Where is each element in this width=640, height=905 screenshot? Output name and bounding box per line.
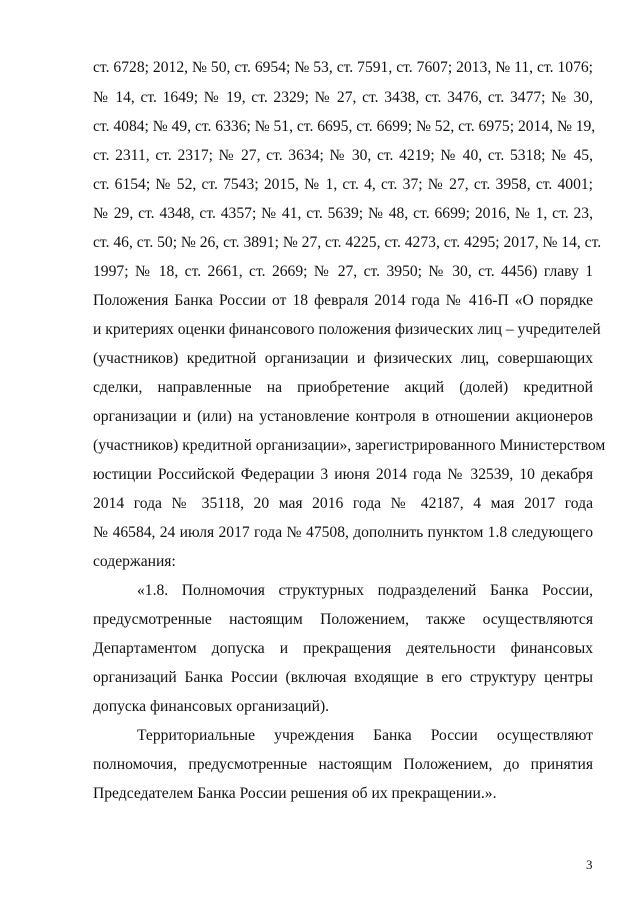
text-line: ст. 2311, ст. 2317; № 27, ст. 3634; № 30, ст. 4219; № 40, ст. 5318; № 45, xyxy=(93,147,593,164)
text-line: 2014 года № 35118, 20 мая 2016 года № 42187, 4 мая 2017 года xyxy=(93,495,593,512)
text-line: Положения Банка России от 18 февраля 2014 года № 416-П «О порядке xyxy=(93,292,593,309)
text-line: 1997; № 18, ст. 2661, ст. 2669; № 27, ст. 3950; № 30, ст. 4456) главу 1 xyxy=(93,263,593,280)
text-line: № 46584, 24 июля 2017 года № 47508, дополнить пунктом 1.8 следующего xyxy=(93,524,593,541)
text-line: организаций Банка России (включая входящие в его структуру центры xyxy=(93,669,593,686)
text-line: содержания: xyxy=(93,553,176,570)
text-line: (участников) кредитной организации и физических лиц, совершающих xyxy=(93,350,593,367)
text-line: Департаментом допуска и прекращения деятельности финансовых xyxy=(93,640,593,657)
text-line: «1.8. Полномочия структурных подразделений Банка России, xyxy=(137,582,593,599)
text-line: организации и (или) на установление контроля в отношении акционеров xyxy=(93,408,593,425)
text-line: (участников) кредитной организации», зарегистрированного Министерством xyxy=(93,437,606,454)
text-line: юстиции Российской Федерации 3 июня 2014 года № 32539, 10 декабря xyxy=(93,466,593,483)
page-number: 3 xyxy=(586,857,593,872)
text-line: ст. 46, ст. 50; № 26, ст. 3891; № 27, ст. 4225, ст. 4273, ст. 4295; 2017, № 14, ст. xyxy=(93,234,602,251)
text-line: Председателем Банка России решения об их прекращении.». xyxy=(93,785,497,802)
text-line: сделки, направленные на приобретение акций (долей) кредитной xyxy=(93,379,593,396)
text-line: допуска финансовых организаций). xyxy=(93,698,330,715)
text-line: полномочия, предусмотренные настоящим Положением, до принятия xyxy=(93,756,593,773)
text-line: № 29, ст. 4348, ст. 4357; № 41, ст. 5639; № 48, ст. 6699; 2016, № 1, ст. 23, xyxy=(93,205,593,222)
text-line: и критериях оценки финансового положения физических лиц – учредителей xyxy=(93,321,601,338)
text-line: ст. 4084; № 49, ст. 6336; № 51, ст. 6695, ст. 6699; № 52, ст. 6975; 2014, № 19, xyxy=(93,118,596,135)
text-line: Территориальные учреждения Банка России осуществляют xyxy=(137,727,593,744)
text-line: ст. 6154; № 52, ст. 7543; 2015, № 1, ст. 4, ст. 37; № 27, ст. 3958, ст. 4001; xyxy=(93,176,593,193)
text-line: № 14, ст. 1649; № 19, ст. 2329; № 27, ст. 3438, ст. 3476, ст. 3477; № 30, xyxy=(93,89,593,106)
text-line: предусмотренные настоящим Положением, также осуществляются xyxy=(93,611,593,628)
text-line: ст. 6728; 2012, № 50, ст. 6954; № 53, ст. 7591, ст. 7607; 2013, № 11, ст. 1076; xyxy=(93,59,593,76)
